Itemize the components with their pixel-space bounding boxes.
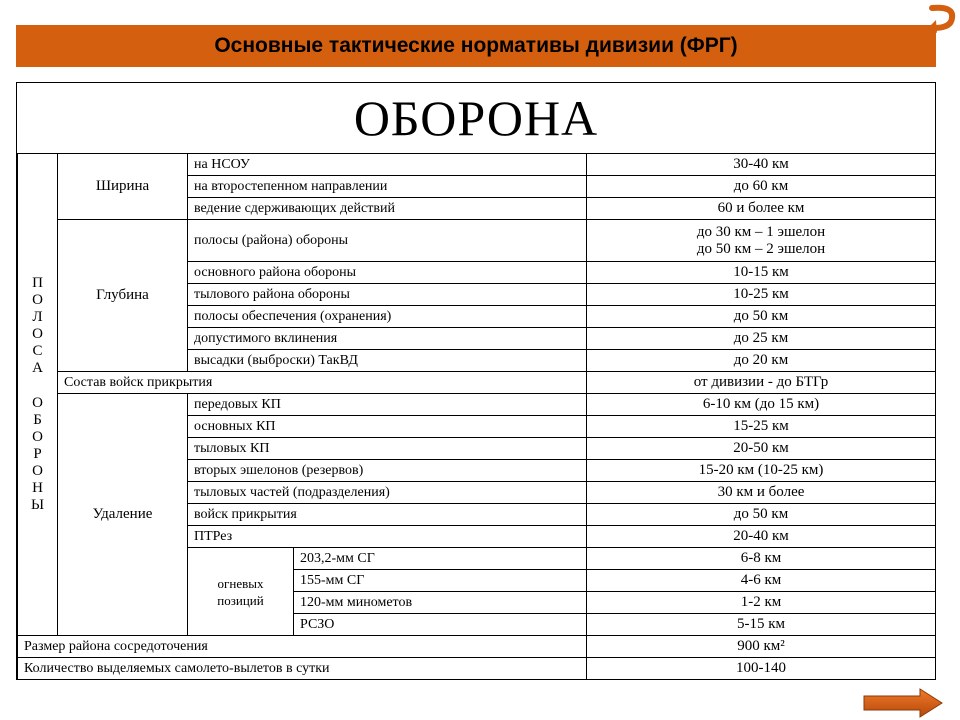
document-heading: ОБОРОНА: [353, 90, 599, 146]
row-label: Количество выделяемых самолето-вылетов в сутки: [18, 658, 587, 680]
row-label: ведение сдерживающих действий: [188, 198, 587, 220]
next-slide-button[interactable]: [862, 688, 944, 718]
vertical-label-cell: П О Л О С А О Б О Р О Н Ы: [18, 154, 58, 636]
row-label: РСЗО: [294, 614, 587, 636]
row-value: до 20 км: [587, 350, 936, 372]
slide-title-bar: [16, 25, 936, 67]
row-value: от дивизии - до БТГр: [587, 372, 936, 394]
row-label: вторых эшелонов (резервов): [188, 460, 587, 482]
row-value: 20-40 км: [587, 526, 936, 548]
row-value: 60 и более км: [587, 198, 936, 220]
width-category: Ширина: [58, 154, 188, 220]
depth-category: Глубина: [58, 220, 188, 372]
row-value: 1-2 км: [587, 592, 936, 614]
return-arrow-icon[interactable]: [924, 2, 958, 34]
row-value: 10-15 км: [587, 262, 936, 284]
row-value: 30 км и более: [587, 482, 936, 504]
row-label: Размер района сосредоточения: [18, 636, 587, 658]
row-value: 6-8 км: [587, 548, 936, 570]
row-label: на второстепенном направлении: [188, 176, 587, 198]
table-row: [18, 220, 936, 262]
row-label: ПТРез: [188, 526, 587, 548]
row-label: на НСОУ: [188, 154, 587, 176]
norms-table: [17, 153, 936, 680]
row-label: основных КП: [188, 416, 587, 438]
row-label: Состав войск прикрытия: [58, 372, 587, 394]
defense-norms-document: [16, 82, 936, 680]
table-row: [18, 658, 936, 680]
row-value: до 30 км – 1 эшелон до 50 км – 2 эшелон: [587, 220, 936, 262]
row-label: тыловых КП: [188, 438, 587, 460]
row-value: 30-40 км: [587, 154, 936, 176]
table-row: [18, 372, 936, 394]
row-label: основного района обороны: [188, 262, 587, 284]
row-label: 155-мм СГ: [294, 570, 587, 592]
row-label: допустимого вклинения: [188, 328, 587, 350]
row-value: 10-25 км: [587, 284, 936, 306]
distance-category: Удаление: [58, 394, 188, 636]
row-value: до 50 км: [587, 504, 936, 526]
fire-positions-label: огневых позиций: [188, 548, 294, 636]
row-value: 6-10 км (до 15 км): [587, 394, 936, 416]
table-row: [18, 154, 936, 176]
row-value: 15-20 км (10-25 км): [587, 460, 936, 482]
row-label: высадки (выброски) ТакВД: [188, 350, 587, 372]
row-label: 203,2-мм СГ: [294, 548, 587, 570]
row-value: 20-50 км: [587, 438, 936, 460]
row-value: 5-15 км: [587, 614, 936, 636]
row-label: войск прикрытия: [188, 504, 587, 526]
table-row: [18, 394, 936, 416]
row-label: тылового района обороны: [188, 284, 587, 306]
row-value: 900 км²: [587, 636, 936, 658]
row-label: передовых КП: [188, 394, 587, 416]
row-value: 100-140: [587, 658, 936, 680]
row-label: полосы обеспечения (охранения): [188, 306, 587, 328]
table-row: [18, 636, 936, 658]
row-label: тыловых частей (подразделения): [188, 482, 587, 504]
row-value: до 60 км: [587, 176, 936, 198]
row-value: до 25 км: [587, 328, 936, 350]
row-value: 4-6 км: [587, 570, 936, 592]
row-value: до 50 км: [587, 306, 936, 328]
row-label: полосы (района) обороны: [188, 220, 587, 262]
row-label: 120-мм минометов: [294, 592, 587, 614]
row-value: 15-25 км: [587, 416, 936, 438]
slide-title: Основные тактические нормативы дивизии (ФРГ): [214, 34, 738, 57]
